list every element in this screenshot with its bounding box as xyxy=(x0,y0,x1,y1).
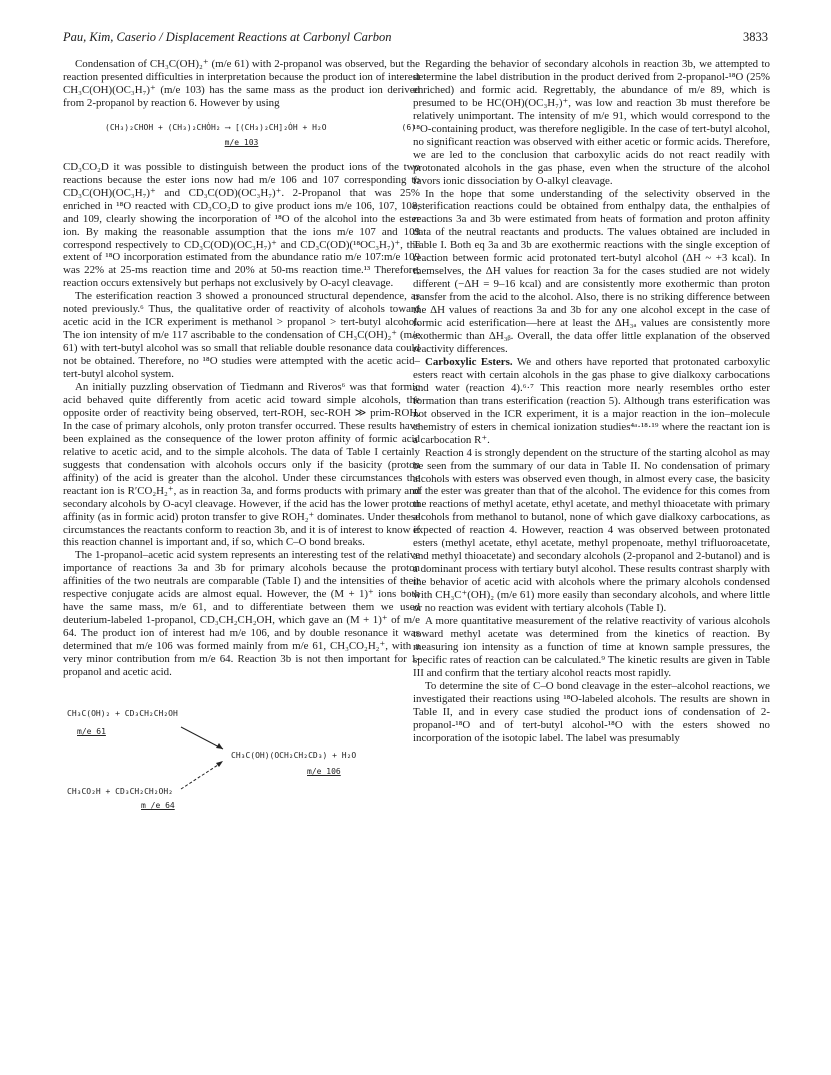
paragraph: Condensation of CH₃C(OH)₂⁺ (m/e 61) with 2-propanol was observed, but the reaction presented difficulties in interpretation because the product ion of interest CH₃C(OH)(OC₃H₇)⁺ (m/e 103) has the same mass as the product ion derived from 2-propanol by reaction 6. However by using xyxy=(63,58,420,109)
left-column xyxy=(63,58,420,811)
paragraph xyxy=(413,356,770,447)
page-header xyxy=(63,30,768,45)
right-column xyxy=(413,58,770,745)
paragraph: In the hope that some understanding of the selectivity observed in the esterification reactions could be obtained from enthalpy data, the enthalpies of reactions 3a and 3b were estimated from heats of formation and proton affinity data of the neutral reactants and products. The values obtained are included in Table I. Both eq 3a and 3b are exothermic reactions with the single exception of reaction between formic acid protonated tert-butyl alcohol (ΔH ~ +3 kcal). In themselves, the ΔH values for reaction 3a for the cases studied are not widely different (−ΔH = 9–16 kcal) and are consistently more exothermic than proton transfer from the acid to the alcohol. Also, there is no striking difference between the ΔH values of reactions 3a and 3b for any one alcohol except in the case of formic acid esterification—here at least the ΔH₃ₐ values are consistently more exothermic than ΔH₃ᵦ. Overall, the data offer little explanation of the observed reactivity differences. xyxy=(413,187,770,355)
reactant-1-mz: m/e 61 xyxy=(77,726,106,736)
equation-number: (6) xyxy=(401,122,416,132)
paragraph: A more quantitative measurement of the relative reactivity of various alcohols toward methyl acetate was determined from the kinetics of reaction. By measuring ion intensity as a function of time at known sample pressures, the specific rates of reaction can be calculated.⁹ The kinetic results are given in Table III and confirm that the tertiary alcohol reacts most rapidly. xyxy=(413,614,770,679)
product-mz: m/e 106 xyxy=(307,766,341,776)
paragraph-text: We and others have reported that protonated carboxylic esters react with certain alcohols in the gas phase to give dialkoxy carbocations and water (reaction 4).⁶·⁷ This reaction more nearly resembles ortho ester formation than trans esterification (reaction 5). Although trans esterification was not observed in the ICR experiment, it is a major reaction in the ion–molecule chemistry of esters in chemical ionization studies⁴ᵃ·¹⁸·¹⁹ where the reactant ion is a carbocation R⁺. xyxy=(413,355,770,446)
reactant-1: CH₃C(OH)₂ + CD₃CH₂CH₂OH xyxy=(67,708,178,718)
paragraph: The 1-propanol–acetic acid system represents an interesting test of the relative importance of reactions 3a and 3b for primary alcohols because the proton affinities of the two neutrals are comparable (Table I) and the intensities of their respective conjugate acids are almost equal. However, the (M + 1)⁺ ions both have the same mass, m/e 61, and to differentiate between them we used deuterium-labeled 1-propanol, CD₃CH₂CH₂OH, which gave an (M + 1)⁺ of m/e 64. The product ion of interest had m/e 106, and by double resonance it was determined that m/e 106 was formed mainly from m/e 61, CH₃CO₂H₂⁺, with a very minor contribution from m/e 64. Reaction 3b is not then important for 1-propanol and acetic acid. xyxy=(63,549,420,678)
page-number: 3833 xyxy=(743,30,768,44)
running-head: Pau, Kim, Caserio / Displacement Reactions at Carbonyl Carbon xyxy=(63,30,392,44)
paragraph: Regarding the behavior of secondary alcohols in reaction 3b, we attempted to determine the label distribution in the product derived from 2-propanol-¹⁸O (25% enriched) and formic acid. Regrettably, the abundance of m/e 89, which is presumed to be HC(OH)(OC₃H₇)⁺, was low and reaction 3b must therefore be relatively unimportant. The intensity of m/e 91, which would correspond to the ¹⁸O-containing product, was therefore negligible. In the case of tert-butyl alcohol, no significant reaction was observed with either acetic or formic acids. Therefore, we are led to the conclusion that carboxylic acids do not react readily with protonated alcohols in the gas phase, even when the structure of the alcohol favors ionic dissociation by O-alkyl cleavage. xyxy=(413,58,770,187)
section-heading: Carboxylic Esters. xyxy=(425,355,513,368)
equation-text: (CH₃)₂CHOH + (CH₃)₂CHȮH₂ ⟶ [(CH₃)₂CH]₂ȮH + H₂O xyxy=(105,122,327,132)
equation-6 xyxy=(63,123,420,147)
reactant-2-mz: m /e 64 xyxy=(141,800,175,810)
paragraph: An initially puzzling observation of Tiedmann and Riveros⁶ was that formic acid behaved quite differently from acetic acid toward simple alcohols, the opposite order of reactivity being observed, tert-ROH, sec-ROH ≫ prim-ROH. In the case of primary alcohols, only proton transfer occurred. These results have been explained as the consequence of the lower proton affinity of formic acid relative to acetic acid, and to the simple alcohols. The data of Table I certainly suggests that condensation with alcohols occurs only if the basicity (proton affinity) of the acid is greater than the alcohol. Under these circumstances the reactant ion is R′CO₂H₂⁺, as in reaction 3a, and forms products with primary and secondary alcohols by O-acyl cleavage. However, if the acid has the lower proton affinity (as in formic acid) proton transfer to give ROH₂⁺ dominates. Under these circumstances the reactants conform to reaction 3b, and it is of interest to know if this reaction channel is important and, if so, which C–O bond breaks. xyxy=(63,381,420,549)
equation-mz: m/e 103 xyxy=(224,137,259,147)
product: CH₃C(OH)(OCH₂CH₂CD₃) + H₂O xyxy=(231,750,357,760)
reactant-2: CH₃CO₂H + CD₃CH₂CH₂OH₂ xyxy=(67,786,173,796)
paragraph: CD₃CO₂D it was possible to distinguish between the product ions of the two reactions because the ester ions now had m/e 106 and 107 corresponding to CD₃C(OH)(OC₃H₇)⁺ and CD₃C(OD)(OC₃H₇)⁺. 2-Propanol that was 25% enriched in ¹⁸O reacted with CD₃CO₂D to give product ions m/e 106, 107, 108, and 109, clearly showing the incorporation of ¹⁸O of the alcohol into the ester ion. By making the reasonable assumption that the ions m/e 107 and 109 correspond respectively to CD₃C(OD)(OC₃H₇)⁺ and CD₃C(OD)(¹⁸OC₃H₇)⁺, the extent of ¹⁸O incorporation estimated from the abundance ratio m/e 107:m/e 109 was 22% at 25-ms reaction time and 20% at 50-ms reaction time.¹³ Therefore, reaction occurs extensively but perhaps not exclusively by O-acyl cleavage. xyxy=(63,160,420,290)
paragraph: The esterification reaction 3 showed a pronounced structural dependence, as noted previously.⁶ Thus, the qualitative order of reactivity of alcohols toward acetic acid in the ICR experiment is methanol > propanol > tert-butyl alcohol. The ion intensity of m/e 117 ascribable to the condensation of CH₃C(OH)₂⁺ (m/e 61) with tert-butyl alcohol was so small that reliable double resonance data could not be obtained. Therefore, no ¹⁸O studies were attempted with the acetic acid–tert-butyl alcohol system. xyxy=(63,290,420,381)
paragraph: Reaction 4 is strongly dependent on the structure of the starting alcohol as may be seen from the summary of our data in Table II. No condensation of primary alcohols with esters was observed even though, in almost every case, the basicity of the ester was greater than that of the alcohol. The evidence for this comes from the reactions of methyl acetate, ethyl acetate, and methyl thioacetate with primary alcohols from methanol to butanol, none of which gave dialkoxy carbocations, as expected of reaction 4. However, reaction 4 was observed between protonated esters (methyl acetate, ethyl acetate, methyl propenoate, methyl trifluoroacetate, and methyl thioacetate) and secondary alcohols (2-propanol and 2-butanol) and is a dominant process with tertiary butyl alcohol. These results contrast sharply with the behavior of acetic acid with alcohols where the primary alcohols condensed with CH₃C⁺(OH)₂ (m/e 61) more easily than secondary alcohols, and where little or no reaction was evident with tertiary alcohols (Table I). xyxy=(413,446,770,615)
paragraph: To determine the site of C–O bond cleavage in the ester–alcohol reactions, we investigated their reactions using ¹⁸O-labeled alcohols. The results are shown in Table II, and in every case studied the product ions of condensation of 2-propanol-¹⁸O and of tert-butyl alcohol-¹⁸O with the esters showed no incorporation of the isotopic label. The label was presumably xyxy=(413,679,770,744)
reaction-scheme xyxy=(63,701,420,811)
